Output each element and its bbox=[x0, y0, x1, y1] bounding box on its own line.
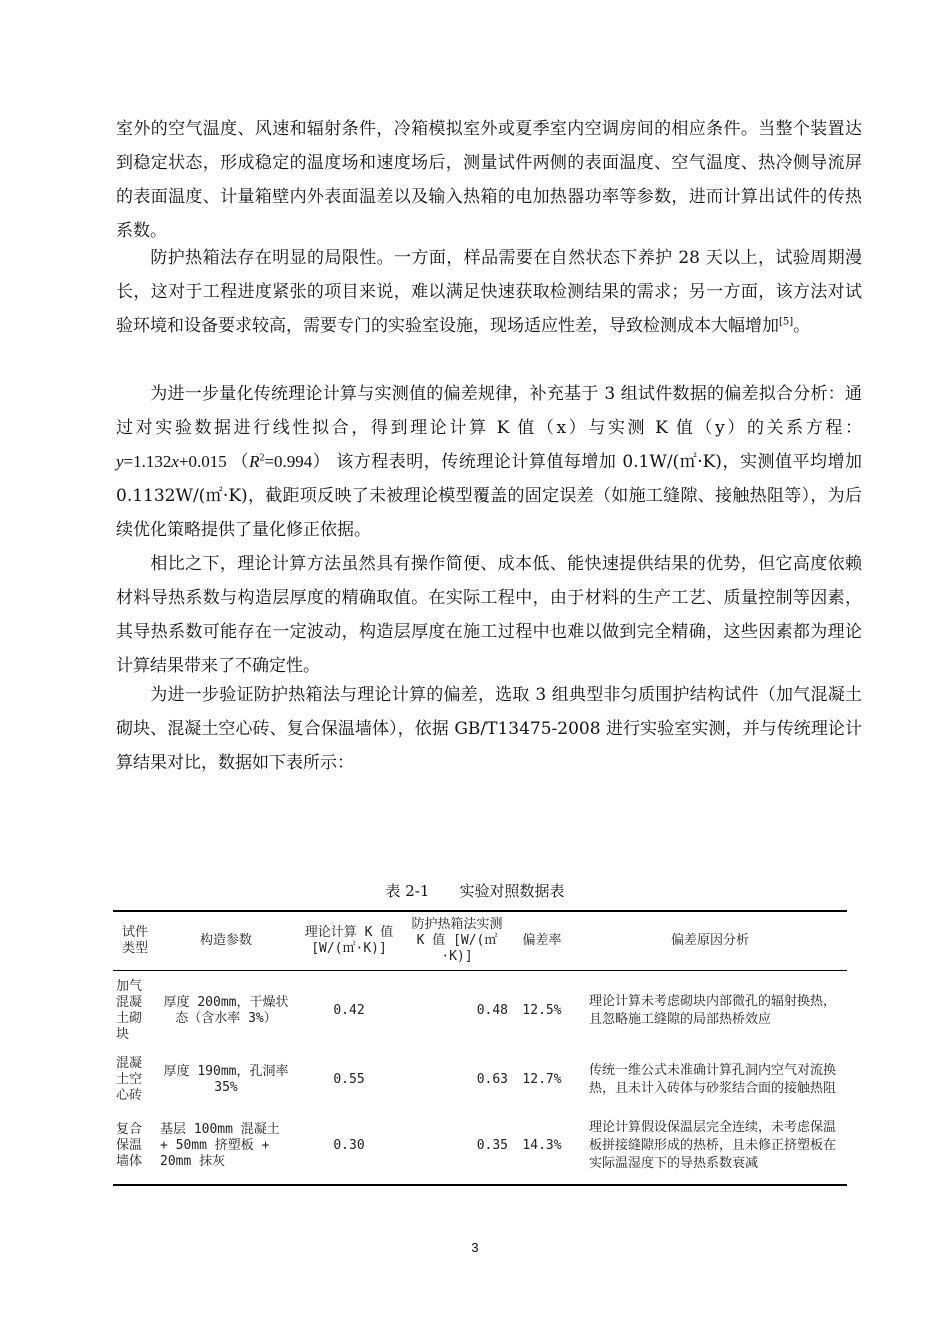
header-theoretical-k: 理论计算 K 值 [W/(㎡·K)] bbox=[304, 925, 394, 956]
paragraph-5-text: 为进一步验证防护热箱法与理论计算的偏差，选取 3 组典型非匀质围护结构试件（加气混凝土砌块、混凝土空心砖、复合保温墙体），依据 GB/T13475-2008 进行实验室实测，并与传统理论计算结果对比，数据如下表所示： bbox=[116, 685, 862, 773]
header-construction-params: 构造参数 bbox=[199, 933, 252, 948]
cell-deviation-reason: 理论计算未考虑砌块内部微孔的辐射换热，且忽略施工缝隙的局部热桥效应 bbox=[589, 993, 837, 1027]
reference-citation[interactable]: [5] bbox=[779, 316, 794, 328]
page-number: 3 bbox=[471, 1240, 479, 1255]
table-header-row bbox=[113, 911, 847, 971]
paragraph-4-text: 相比之下，理论计算方法虽然具有操作简便、成本低、能快速提供结果的优势，但它高度依赖材料导热系数与构造层厚度的精确取值。在实际工程中，由于材料的生产工艺、质量控制等因素，其导热系数可能存在一定波动，构造层厚度在施工过程中也难以做到完全精确，这些因素都为理论计算结果带来了不确定性。 bbox=[116, 554, 862, 676]
header-deviation-rate: 偏差率 bbox=[522, 933, 562, 948]
cell-deviation-rate: 12.5% bbox=[522, 1002, 562, 1018]
table-caption-number: 表 2-1 bbox=[385, 882, 430, 900]
table-caption-title: 实验对照数据表 bbox=[459, 882, 565, 900]
cell-deviation-reason: 理论计算假设保温层完全连续，未考虑保温板拼接缝隙形成的热桥，且未修正挤塑板在实际温湿度下的导热系数衰减 bbox=[589, 1120, 837, 1171]
paragraph-3-text-a: 为进一步量化传统理论计算与实测值的偏差规律，补充基于 3 组试件数据的偏差拟合分析：通过对实验数据进行线性拟合，得到理论计算 K 值（x）与实测 K 值（y）的关系方程： bbox=[116, 384, 862, 438]
paragraph-4 bbox=[116, 547, 862, 683]
table-row bbox=[113, 971, 847, 1051]
cell-theoretical-k: 0.55 bbox=[333, 1071, 365, 1087]
comparison-table bbox=[113, 910, 847, 1186]
regression-equation: y=1.132x+0.015 $(R^2=0.994)$ bbox=[116, 452, 331, 471]
paragraph-3 bbox=[116, 377, 862, 547]
cell-measured-k: 0.48 bbox=[476, 1002, 508, 1018]
paragraph-2-end: 。 bbox=[793, 316, 811, 336]
cell-construction-params: 厚度 190mm，孔洞率 35% bbox=[163, 1063, 289, 1095]
cell-deviation-rate: 14.3% bbox=[522, 1138, 562, 1153]
paragraph-5 bbox=[116, 678, 862, 780]
cell-measured-k: 0.63 bbox=[476, 1071, 508, 1087]
table-row bbox=[113, 1109, 847, 1185]
paragraph-2 bbox=[116, 241, 862, 343]
cell-deviation-reason: 传统一维公式未准确计算孔洞内空气对流换热，且未计入砖体与砂浆结合面的接触热阻 bbox=[589, 1062, 837, 1096]
paragraph-1-text: 室外的空气温度、风速和辐射条件，冷箱模拟室外或夏季室内空调房间的相应条件。当整个装置达到稳定状态，形成稳定的温度场和速度场后，测量试件两侧的表面温度、空气温度、热冷侧导流屏的表面温度、计量箱壁内外表面温差以及输入热箱的电加热器功率等参数，进而计算出试件的传热系数。 bbox=[116, 119, 862, 241]
cell-theoretical-k: 0.30 bbox=[333, 1138, 365, 1153]
table-row bbox=[113, 1051, 847, 1109]
paragraph-3-text-b: 该方程表明，传统理论计算值每增加 0.1W/(㎡·K)，实测值平均增加 0.1132W/(㎡·K)，截距项反映了未被理论模型覆盖的固定误差（如施工缝隙、接触热阻等），为后续优化策略提供了量化修正依据。 bbox=[116, 452, 863, 540]
header-specimen-type: 试件类型 bbox=[121, 925, 148, 956]
table-caption bbox=[0, 880, 950, 901]
header-deviation-reason: 偏差原因分析 bbox=[670, 933, 749, 948]
paragraph-1 bbox=[116, 112, 862, 248]
cell-construction-params: 基层 100mm 混凝土 + 50mm 挤塑板 + 20mm 抹灰 bbox=[160, 1122, 280, 1169]
cell-construction-params: 厚度 200mm，干燥状态（含水率 3%） bbox=[163, 994, 289, 1026]
header-measured-k: 防护热箱法实测 K 值 [W/(㎡·K)] bbox=[411, 917, 503, 964]
cell-theoretical-k: 0.42 bbox=[333, 1002, 365, 1018]
cell-deviation-rate: 12.7% bbox=[522, 1071, 562, 1087]
cell-specimen-type: 加气混凝土砌块 bbox=[116, 978, 143, 1042]
paragraph-2-text: 防护热箱法存在明显的局限性。一方面，样品需要在自然状态下养护 28 天以上，试验周期漫长，这对于工程进度紧张的项目来说，难以满足快速获取检测结果的需求；另一方面，该方法对试验环境和设备要求较高，需要专门的实验室设施，现场适应性差，导致检测成本大幅增加 bbox=[116, 248, 862, 336]
cell-specimen-type: 混凝土空心砖 bbox=[116, 1055, 143, 1103]
cell-specimen-type: 复合保温墙体 bbox=[116, 1122, 143, 1169]
cell-measured-k: 0.35 bbox=[476, 1138, 508, 1153]
